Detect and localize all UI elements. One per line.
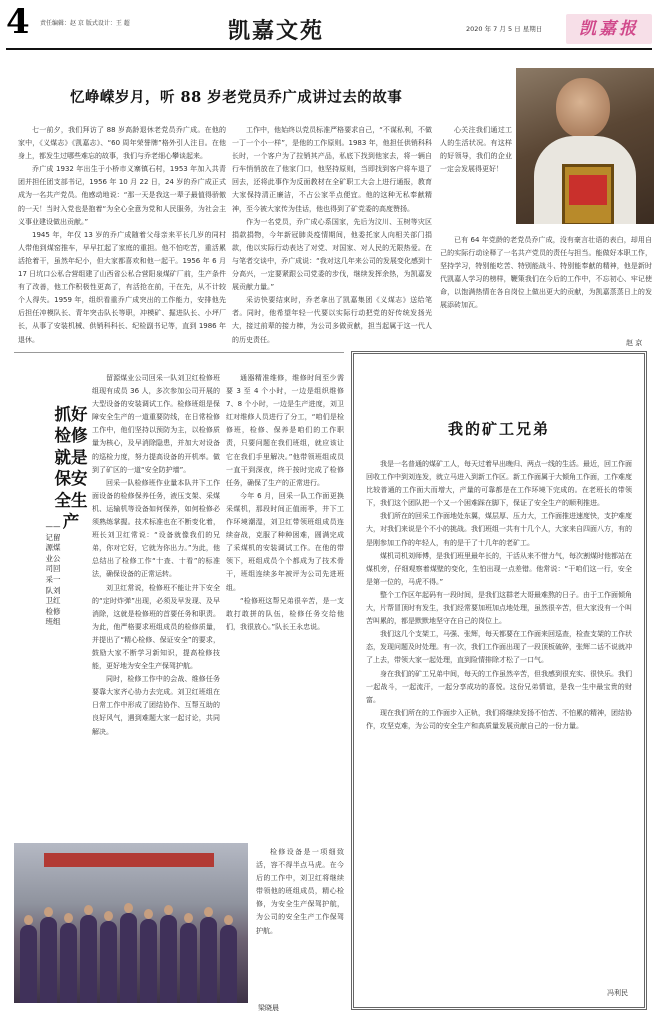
photo-banner xyxy=(44,853,214,867)
article2-paragraph: 通器精准维修，维修时间至少需要 3 至 4 个小时，一边是组织维修 7、8 个小时，一边是生产进度，刘卫红对维修人员进行了分工，“咱们是检修班，检修、保养是咱们的工作职责，只要问题在我们班组，就应该让它在我们手里解决。”他带领班组成员一直干到深夜，终于按时完成了检修任务，确保了生产的正常进行。 xyxy=(226,374,344,487)
article2-paragraph: 检修设备是一项细致活，容不得半点马虎。在今后的工作中，刘卫红将继续带领他的班组成员，精心检修，为安全生产保驾护航，为公司的安全生产工作保驾护航。 xyxy=(256,848,344,935)
newspaper-logo: 凯嘉报 xyxy=(566,14,652,44)
article3-paragraph: 现在我们所在的工作面步入正轨，我们将继续发扬不怕苦、不怕累的精神，团结协作，攻坚克难，为公司的安全生产和高质量发展贡献自己的一份力量。 xyxy=(366,708,632,730)
article2-column-2-upper xyxy=(226,372,344,842)
article3-paragraph: 我们这几个支架工，马强、张辉，每天都要在工作面来回巡查，检查支架的工作状态，发现问题及时处理。有一次，我们工作面出现了一段顶板破碎，张辉二话不说就冲了上去，带领大家一起处理，直到险情排除才松了一口气。 xyxy=(366,630,632,665)
article2-column-1 xyxy=(92,372,220,838)
article2-column-2-lower xyxy=(256,846,344,1000)
article3-body xyxy=(366,458,632,984)
section-title: 凯嘉文苑 xyxy=(228,18,325,44)
team-group-photo xyxy=(14,843,248,1003)
editor-credits: 责任编辑：赵 京 版式设计：王 超 xyxy=(40,20,130,27)
section-divider xyxy=(14,352,344,353)
elderly-member-photo xyxy=(516,68,654,224)
article1-paragraph: 工作中，他始终以党员标准严格要求自己，“不谋私利，不做一丁一个小一样”，是他的工作原则。1983 年，他担任供销科科长时，一个客户为了拉销其产品，私底下找到他家去，将一辆自行车悄悄放在了他家门口，他坚持原则，当即找到客户将车退了回去，还将此事作为反面教材在全矿职工大会上进行通报，教育大家保持清正廉洁，不占公家半点便宜。他的这种无私奉献精神，至今被大家传为佳话，他也得到了矿党委的高度赞扬。 xyxy=(232,126,432,213)
article2-title: 抓好检修就是保安全生产 xyxy=(54,405,88,532)
article3-paragraph: 我是一名普通的煤矿工人，每天过着早出晚归、两点一线的生活。最近，回工作面回收工作中到刘连发，就立马进入到新工作区。新工作面属于大倾角工作面，工作难度比较普通的工作面大而增大，产量的可靠都是在工作环境下完成的。在老班长的带领下，我们这个团队把一个又一个困难踩在脚下，保证了安全生产的顺利推进。 xyxy=(366,460,632,508)
article1-author: 赵 京 xyxy=(626,339,643,347)
article1-paragraph: 七一前夕，我们拜访了 88 岁高龄退休老党员乔广成。在他的家中，《义煤志》《凯嘉志》、“60 周年荣誉牌”格外引人注目。在他身上，都发生过哪些难忘的故事，我们与乔老细心攀谈起来。 xyxy=(18,126,226,161)
article1-paragraph: 乔广成 1932 年出生于小桥市义寨镇石村，1953 年加入共青团并担任团支部书记，1956 年 10 月 22 日，24 岁的乔广成正式成为一名共产党员。他感动地说：“那一天是我这一辈子最值得骄傲的一天！当时入党也是抱着“为全心全意为党和人民服务，为社会主义事业建设做出贡献。” xyxy=(18,165,226,226)
header-rule xyxy=(6,48,652,50)
article3-paragraph: 我们所在的回采工作面地处东翼，煤层厚、压力大，工作面推进速度快，支护难度大，对我们来说是个不小的挑战。我们班组一共有十几个人，大家来自四面八方，有的是刚参加工作的年轻人，有的是干了十几年的老矿工。 xyxy=(366,512,632,547)
issue-date: 2020 年 7 月 5 日 星期日 xyxy=(466,25,543,33)
article1-paragraph: 心关注我们通过工人的生活状况。有这样的好领导，我们的企业一定会发展得更好！ xyxy=(440,126,512,174)
page-number: 4 xyxy=(6,2,30,42)
portrait-face xyxy=(556,78,610,138)
article2-paragraph: 同时，检修工作中的会战、维修任务要靠大家齐心协力去完成。刘卫红班组在日常工作中形成了团结协作、互帮互助的良好风气，遇到难题大家一起讨论，共同解决。 xyxy=(92,675,220,736)
honor-plaque xyxy=(562,164,614,224)
article3-paragraph: 煤机司机刘师傅，是我们班里最年长的，干活从来不惜力气，每次割煤时他都站在煤机旁，仔细观察着煤壁的变化，生怕出现一点差错。他常说：“干咱们这一行，安全是第一位的，马虎不得。” xyxy=(366,551,632,586)
article2-paragraph: 回采一队检修班作业量本队井下工作面设备的检修保养任务，液压支架、采煤机、运输机等设备如何保养，如何检修必须熟练掌握。技术标准也在不断变化着，班长刘卫红常说：“设备就像我们的兄弟，你对它好，它就为你出力。”为此，他总结出了检修工作“十查、十看”的标准法，确保设备的正常运转。 xyxy=(92,478,220,579)
article1-paragraph: 1945 年，年仅 13 岁的乔广成随着父母亲来平长几岁的同村人带他到煤窑推车，早早扛起了家庭的重担。他不怕吃苦，重活累活抢着干，虽然年纪小，但大家都喜欢和他一起干。1956 年 6 月 17 日坑口公私合营组建了山西省公私合营阳泉煤矿厂前，生产条件有了改善，他工作积极性更高了，有活抢在前，干在先，从不计较个人得失。1959 年，组织看重乔广成突出的工作能力，安排他先后担任冲模队长、青年突击队长等职，冲模矿、掘进队长、小坪厂长，从事了安装机械、供销科科长、纪检副书记等，直到 1986 年退休。 xyxy=(18,230,226,344)
article3-title: 我的矿工兄弟 xyxy=(447,420,550,438)
article2-subtitle: ——记留源煤业公司回采一队刘卫红检修班组 xyxy=(45,522,61,627)
article2-paragraph: 今年 6 月，回采一队工作面更换采煤机，那段时间正值雨季，井下工作环境潮湿，刘卫红带领班组成员连续奋战，克服了种种困难，圆满完成了采煤机的安装调试工作。在他的带领下，班组成员个个都成为了技术骨干，班组连续多年被评为公司先进班组。 xyxy=(226,491,344,592)
article2-paragraph: “检修班这帮兄弟很辛苦，是一支敢打敢拼的队伍，检修任务交给他们，我很放心。”队长王永忠说。 xyxy=(226,596,344,631)
article1-column-3-top xyxy=(440,124,512,234)
article2-paragraph: 刘卫红常说，检修班不能让井下安全的“定时炸弹”出现，必须及早发现、及早消除，这就是检修班的首要任务和职责。为此，他严格要求班组成员的检修质量，并提出了“精心检修、保证安全”的要求，鼓励大家不断学习新知识，提高检修技能，更好地为安全生产保驾护航。 xyxy=(92,583,220,671)
article1-column-1 xyxy=(18,124,226,344)
article1-column-3-bottom xyxy=(440,234,652,338)
article2-author: 梁晓晨 xyxy=(258,1004,279,1012)
article3-paragraph: 身在我们的矿工兄弟中间，每天的工作虽然辛苦，但我感到很充实、很快乐。我们一起战斗，一起流汗，一起分享成功的喜悦。这份兄弟情谊，是我一生中最宝贵的财富。 xyxy=(366,669,632,704)
article1-paragraph: 已有 64 年党龄的老党员乔广成，没有豪言壮语的表白，却用自己的实际行动诠释了一名共产党员的责任与担当。能做好本职工作，坚持学习，特别能吃苦、特别能战斗、特别能奉献的精神，他是新时代凯嘉人学习的榜样，鞭策我们在今后的工作中，不忘初心、牢记使命，以饱满热情在各自岗位上做出更大的贡献，为凯嘉蒸蒸日上的发展添砖加瓦。 xyxy=(440,236,652,310)
article2-paragraph: 留源煤业公司回采一队刘卫红检修班组现有成员 36 人，多次参加公司开展的大型设备的安装调试工作。检修班组是保障安全生产的一道重要防线，在日常检修工作中，他们坚持以预防为主，以检修质量为核心，及早消除隐患，并加大对设备的巡检力度，努力提高设备的开机率。做到了矿区的一道“安全防护墙”。 xyxy=(92,374,220,474)
article1-paragraph: 采访快要结束时，乔老拿出了凯嘉集团《义煤志》送给笔者。同时，他希望年轻一代要以实际行动把党的好传统发扬光大，接过前辈的接力棒，为公司多做贡献，担当起属于这一代人的历史责任。 xyxy=(232,296,432,344)
article3-paragraph: 整个工作区年起码有一段时间，是我们这群老大哥最难熬的日子。由于工作面倾角大，片帮冒顶时有发生，我们经常要加班加点地处理，虽然很辛苦，但大家没有一个叫苦叫累的，都是默默地坚守在自己的岗位上。 xyxy=(366,590,632,626)
article3-author: 冯利民 xyxy=(607,989,628,997)
article1-column-2 xyxy=(232,124,432,344)
article1-paragraph: 作为一名党员，乔广成心系国家，先后为汶川、玉树等灾区捐款捐物，今年新冠肺炎疫情期间，他委托家人向相关部门捐款，他以实际行动表达了对党、对国家、对人民的无限热爱。在与笔者交谈中，乔广成说：“我对这几年来公司的发展变化感到十分高兴，一定要紧跟公司党委的步伐，继续发挥余热，为凯嘉发展贡献力量。” xyxy=(232,217,432,292)
article1-headline: 忆峥嵘岁月，听 88 岁老党员乔广成讲过去的故事 xyxy=(70,89,403,106)
